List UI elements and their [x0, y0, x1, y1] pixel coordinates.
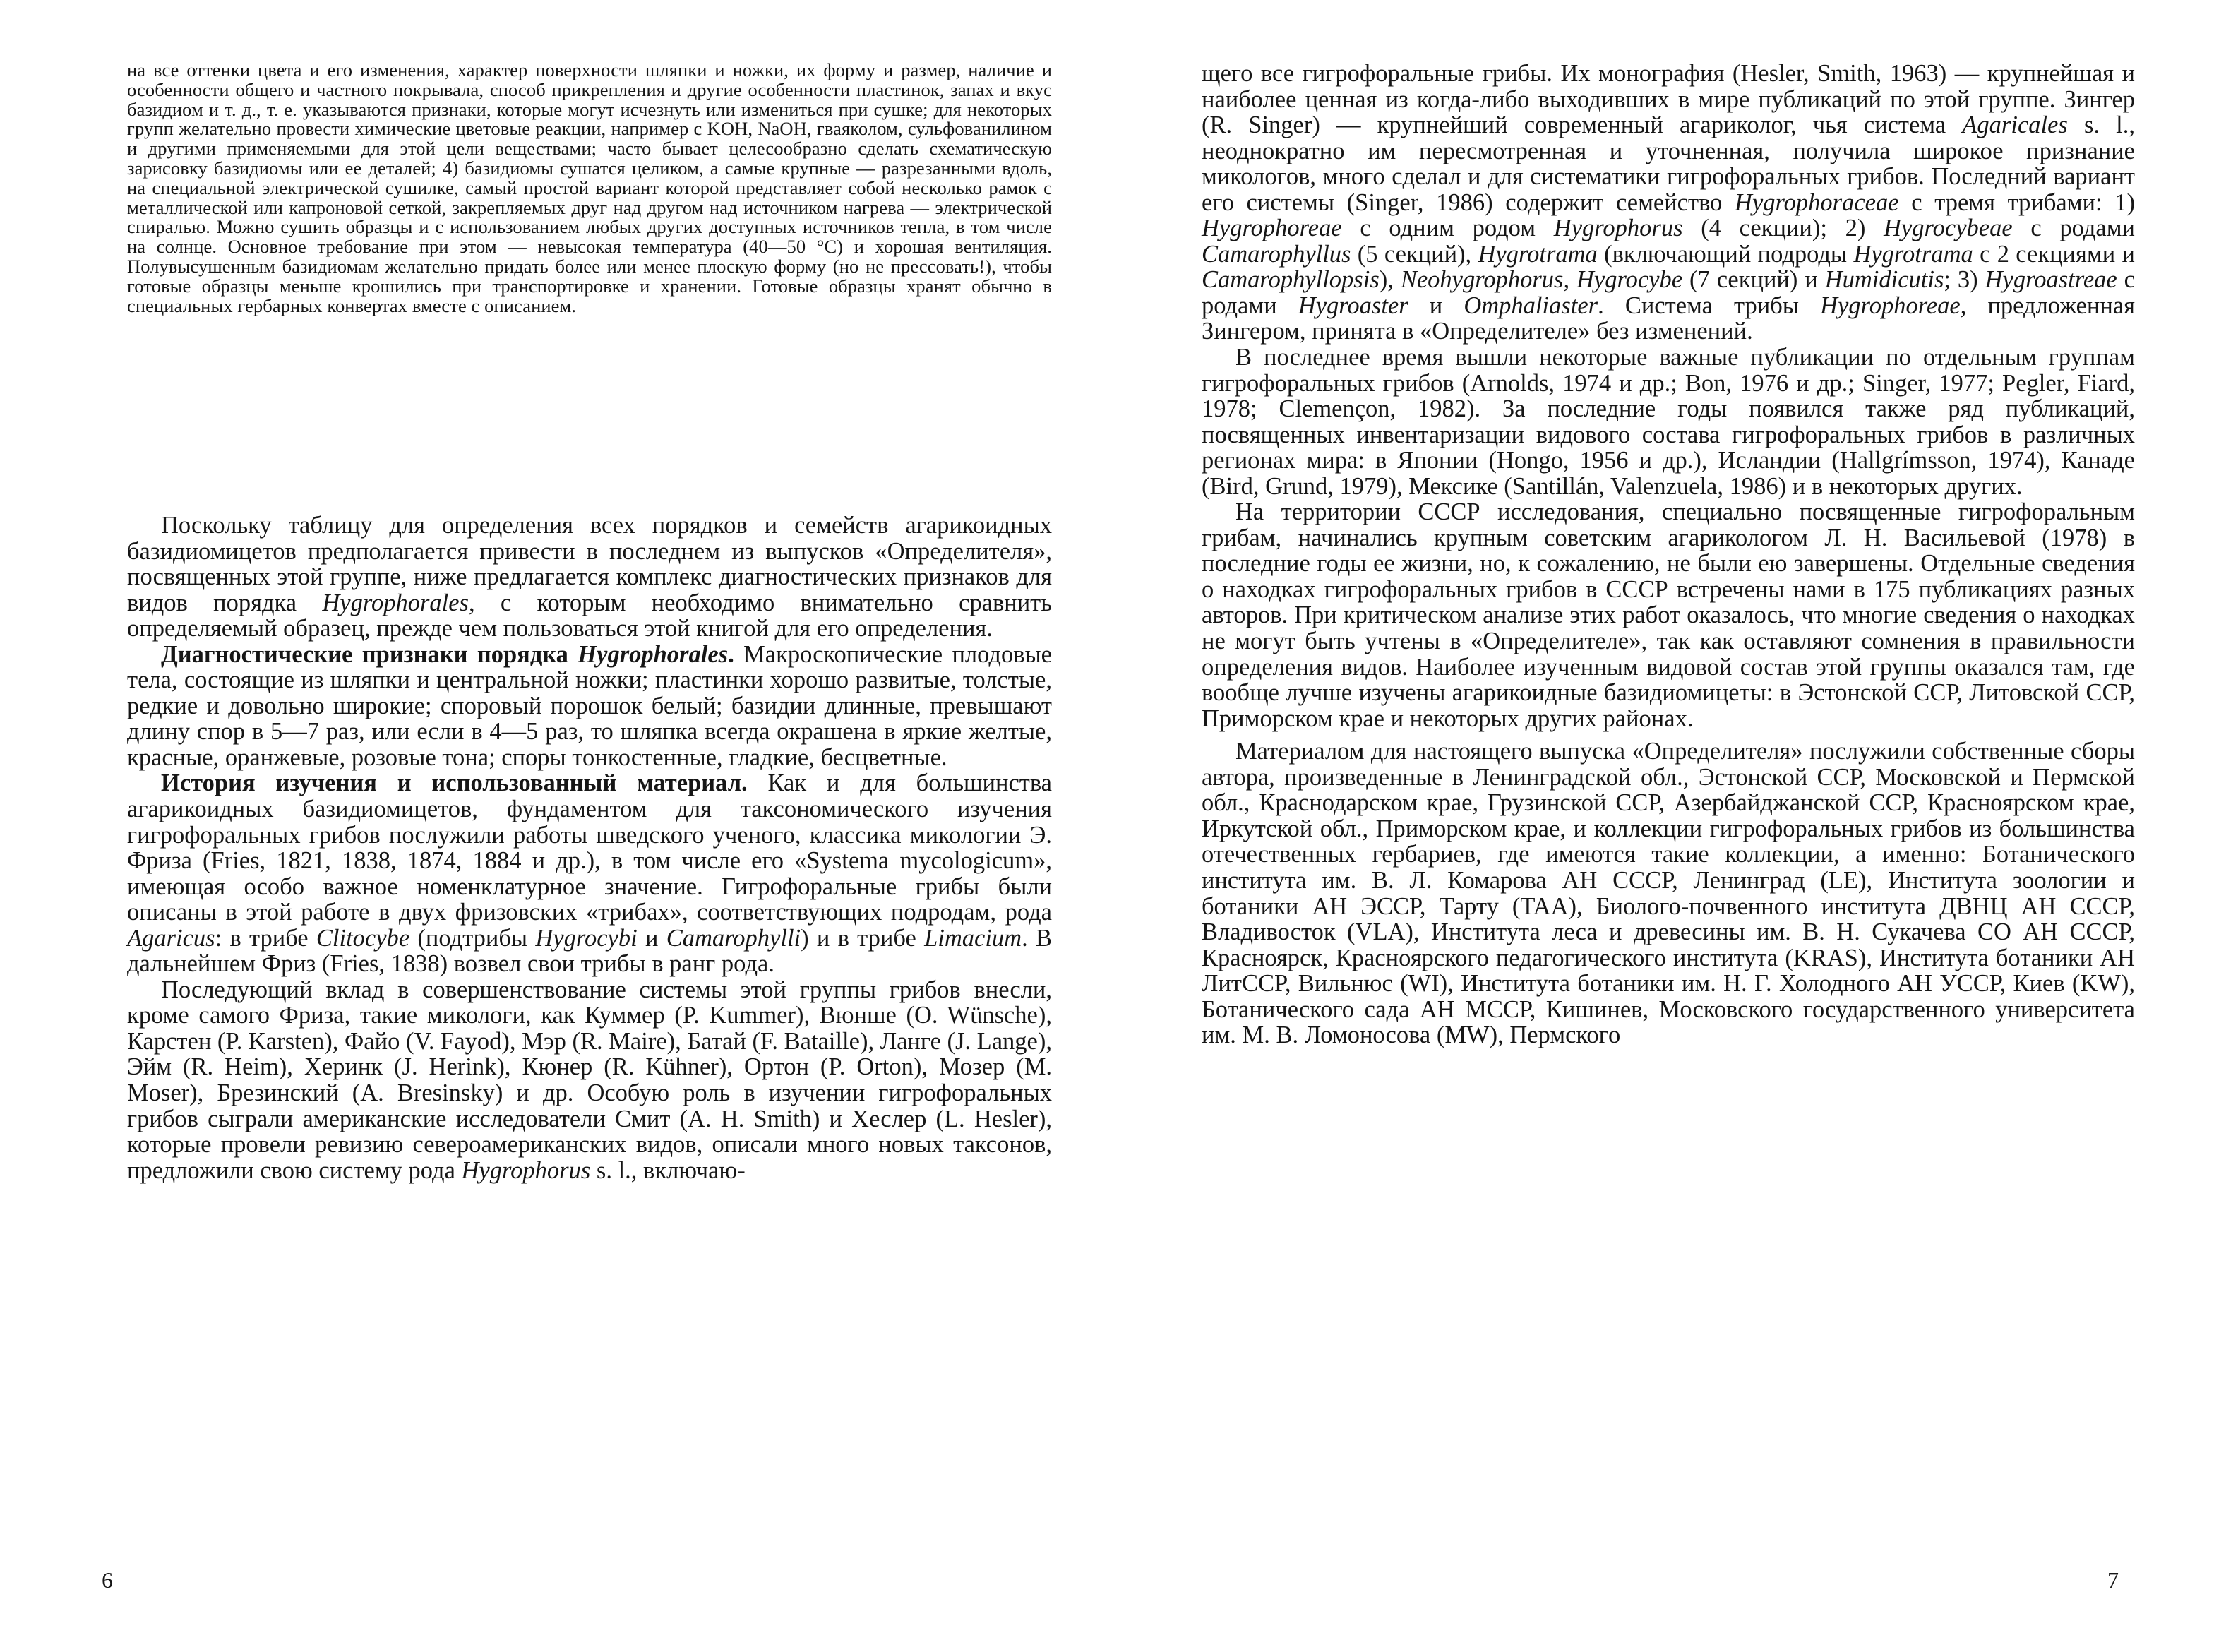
- text-span: : в трибе: [215, 924, 316, 952]
- taxon-name: Camarophyllus: [1202, 240, 1351, 268]
- taxon-name: Camarophylli: [666, 924, 801, 952]
- text-span: и: [1408, 292, 1464, 319]
- page-number: 7: [2107, 1567, 2119, 1593]
- materials-paragraph: Материалом для настоящего выпуска «Определителя» послужили собственные сборы автора, произведенные в Ленинградской обл., Эстонской ССР, Московской и Пермской обл., Краснодарском крае, Грузинской ССР, Азербайджанской ССР, Красноярском крае, Иркутской обл., Приморском крае, и коллекции гигрофоральных грибов из большинства отечественных гербариев, где имеются такие коллекции, а именно: Ботанического института им. В. Л. Комарова АН СССР, Ленинград (LE), Института зоологии и ботаники АН ЭССР, Тарту (TAA), Биолого-почвенного института ДВНЦ АН СССР, Владивосток (VLA), Института леса и древесины им. В. Н. Сукачева СО АН СССР, Красноярск, Красноярского педагогического института (KRAS), Института ботаники АН ЛитССР, Вильнюс (WI), Института ботаники им. Н. Г. Холодного АН УССР, Киев (KW), Ботанического сада АН МССР, Кишинев, Московского государственного университета им. М. В. Ломоносова (MW), Пермского: [1202, 738, 2135, 1049]
- text-span: щего все гигрофоральные грибы. Их монография (Hesler, Smith, 1963) — крупнейшая и наиболее ценная из когда-либо выходивших в мире публикаций по этой группе. Зингер (R. Singer) — крупнейший современный агариколог, чья система: [1202, 60, 2135, 139]
- text-span: Макроскопические плодовые тела, состоящие из шляпки и центральной ножки; пластинки хорошо развитые, толстые, редкие и довольно широкие; споровый порошок белый; базидии длинные, превышают длину спор в 5—7 раз, или если в 4—5 раз, то шляпка всегда окрашена в яркие желтые, красные, оранжевые, розовые тона; споры тонкостенные, гладкие, бесцветные.: [127, 640, 1052, 771]
- left-main-text: [127, 513, 1052, 1183]
- taxon-name: Neohygrophorus, Hygrocybe: [1400, 266, 1683, 294]
- heading-text: .: [728, 640, 734, 668]
- text-span: s. l., включаю-: [590, 1156, 746, 1184]
- taxon-name: Omphaliaster: [1464, 292, 1598, 319]
- ussr-research-paragraph: На территории СССР исследования, специально посвященные гигрофоральным грибам, начинались крупным советским агарикологом Л. Н. Васильевой (1978) в последние годы ее жизни, но, к сожалению, не были ею завершены. Отдельные сведения о находках гигрофоральных грибов в СССР встречены нами в 175 публикациях разных авторов. При критическом анализе этих работ оказалось, что многие сведения о находках не могут быть учтены в «Определителе», так как оставляют сомнения в правильности определения видов. Наиболее изученным видовой состав этой группы оказался там, где вообще лучше изучены агарикоидные базидиомицеты: в Эстонской ССР, Литовской ССР, Приморском крае и некоторых других районах.: [1202, 498, 2135, 732]
- text-span: с родами: [1202, 266, 2135, 319]
- text-span: (5 секций),: [1351, 240, 1478, 268]
- intro-paragraph: [127, 513, 1052, 642]
- text-span: с одним родом: [1341, 215, 1554, 242]
- text-span: Поскольку таблицу для определения всех порядков и семейств агарикоидных базидиомицетов предполагается привести в последнем из выпусков «Определителя», посвященных этой группе, ниже предлагается комплекс диагностических признаков для видов порядка: [127, 512, 1052, 616]
- text-span: с родами: [2012, 215, 2135, 242]
- taxon-name: Hygrocybi: [535, 924, 638, 952]
- taxon-name: Hygrophoreae: [1820, 292, 1961, 319]
- taxon-name: Agaricus: [127, 924, 215, 952]
- right-page: [1119, 0, 2238, 1652]
- small-print-text: на все оттенки цвета и его изменения, характер поверхности шляпки и ножки, их форму и размер, наличие и особенности общего и частного покрывала, способ прикрепления и другие особенности пластинок, запах и вкус базидиом и т. д., т. е. указываются признаки, которые могут исчезнуть или измениться при сушке; для некоторых групп желательно провести химические цветовые реакции, например с KOH, NaOH, гваяколом, сульфованилином и другими применяемыми для этой цели веществами; часто бывает целесообразно сделать схематическую зарисовку базидиомы или ее деталей; 4) базидиомы сушатся целиком, а самые крупные — разрезанными вдоль, на специальной электрической сушилке, самый простой вариант которой представляет собой несколько рамок с металлической или капроновой сеткой, закрепляемых друг над другом над источником нагрева — электрической спиралью. Можно сушить образцы и с использованием любых других доступных источников тепла, в том числе на солнце. Основное требование при этом — невысокая температура (40—50 °C) и хорошая вентиляция. Полувысушенным базидиомам желательно придать более или менее плоскую форму (но не прессовать!), чтобы готовые образцы меньше крошились при транспортировке и хранении. Готовые образцы хранят обычно в специальных гербарных конвертах вместе с описанием.: [127, 59, 1052, 316]
- heading-taxon: Hygrophorales: [578, 640, 729, 668]
- publications-paragraph: В последнее время вышли некоторые важные публикации по отдельным группам гигрофоральных грибов (Arnolds, 1974 и др.; Bon, 1976 и др.; Singer, 1977; Pegler, Fiard, 1978; Clemençon, 1982). За последние годы появился также ряд публикаций, посвященных инвентаризации видового состава гигрофоральных грибов в различных регионах мира: в Японии (Hongo, 1956 и др.), Исландии (Hallgrímsson, 1974), Канаде (Bird, Grund, 1979), Мексике (Santillán, Valenzuela, 1986) и в некоторых других.: [1202, 344, 2135, 500]
- taxon-name: Hygrophoraceae: [1735, 188, 1899, 216]
- text-span: , предложенная Зингером, принята в «Определителе» без изменений.: [1202, 292, 2135, 345]
- text-span: ; 3): [1944, 266, 1985, 294]
- text-span: с 2 секциями и: [1973, 240, 2135, 268]
- taxon-name: Hygrophorus: [461, 1156, 591, 1184]
- taxon-name: Hygroastreae: [1985, 266, 2117, 294]
- text-span: ),: [1379, 266, 1401, 294]
- taxon-name: Hygrophorales: [322, 589, 469, 616]
- taxon-name: Limacium: [924, 924, 1022, 952]
- text-span: s. l., неоднократно им пересмотренная и уточненная, получила широкое признание микологов, много сделал и для систематики гигрофоральных грибов. Последний вариант его системы (Singer, 1986) содержит семейство: [1202, 112, 2135, 216]
- page-number: 6: [102, 1567, 113, 1593]
- taxon-name: Hygrophoreae: [1202, 215, 1342, 242]
- taxon-name: Hygrocybeae: [1884, 215, 2013, 242]
- taxon-name: Hygrotrama: [1853, 240, 1973, 268]
- taxon-name: Hygrotrama: [1478, 240, 1598, 268]
- text-span: и: [637, 924, 666, 952]
- taxon-name: Camarophyllopsis: [1202, 266, 1380, 294]
- text-span: . В дальнейшем Фриз (Fries, 1838) возвел свои трибы в ранг рода.: [127, 924, 1052, 978]
- right-main-text: [1202, 61, 2135, 1048]
- text-span: . Система трибы: [1598, 292, 1821, 319]
- taxon-name: Hygroaster: [1298, 292, 1408, 319]
- taxon-name: Humidicutis: [1824, 266, 1944, 294]
- small-print-paragraph: [127, 61, 1052, 316]
- text-span: с тремя трибами: 1): [1898, 188, 2135, 216]
- text-span: ) и в трибе: [801, 924, 925, 952]
- text-span: Как и для большинства агарикоидных базидиомицетов, фундаментом для таксономического изучения гигрофоральных грибов послужили работы шведского ученого, классика микологии Э. Фриза (Fries, 1821, 1838, 1874, 1884 и др.), в том числе его «Systema mycologicum», имеющая особо важное номенклатурное значение. Гигрофоральные грибы были описаны в этой работе в двух фризовских «трибах», соответствующих подродам, рода: [127, 770, 1052, 926]
- section-heading: История изучения и использованный материал.: [161, 770, 748, 797]
- heading-text: Диагностические признаки порядка: [161, 640, 578, 668]
- continued-paragraph: [1202, 61, 2135, 345]
- diagnostic-paragraph: [127, 642, 1052, 771]
- text-span: (4 секции); 2): [1682, 215, 1884, 242]
- taxon-name: Hygrophorus: [1553, 215, 1683, 242]
- text-span: (включающий подроды: [1597, 240, 1854, 268]
- text-span: (7 секций) и: [1682, 266, 1825, 294]
- section-heading: [161, 641, 734, 668]
- contributors-paragraph: [127, 977, 1052, 1183]
- taxon-name: Clitocybe: [316, 924, 410, 952]
- taxon-name: Agaricales: [1962, 112, 2068, 139]
- text-span: Последующий вклад в совершенствование системы этой группы грибов внесли, кроме самого Фриза, такие микологи, как Куммер (P. Kummer), Вюнше (O. Wünsche), Карстен (P. Karsten), Файо (V. Fayod), Мэр (R. Maire), Батай (F. Bataille), Ланге (J. Lange), Эйм (R. Heim), Херинк (J. Herink), Кюнер (R. Kühner), Ортон (P. Orton), Мозер (M. Moser), Брезинский (A. Bresinsky) и др. Особую роль в изучении гигрофоральных грибов сыграли американские исследователи Смит (A. H. Smith) и Хеслер (L. Hesler), которые провели ревизию североамериканских видов, описали много новых таксонов, предложили свою систему рода: [127, 976, 1052, 1184]
- history-paragraph: [127, 770, 1052, 976]
- text-span: (подтрибы: [409, 924, 536, 952]
- text-span: , с которым необходимо внимательно сравнить определяемый образец, прежде чем пользоваться этой книгой для его определения.: [127, 589, 1052, 642]
